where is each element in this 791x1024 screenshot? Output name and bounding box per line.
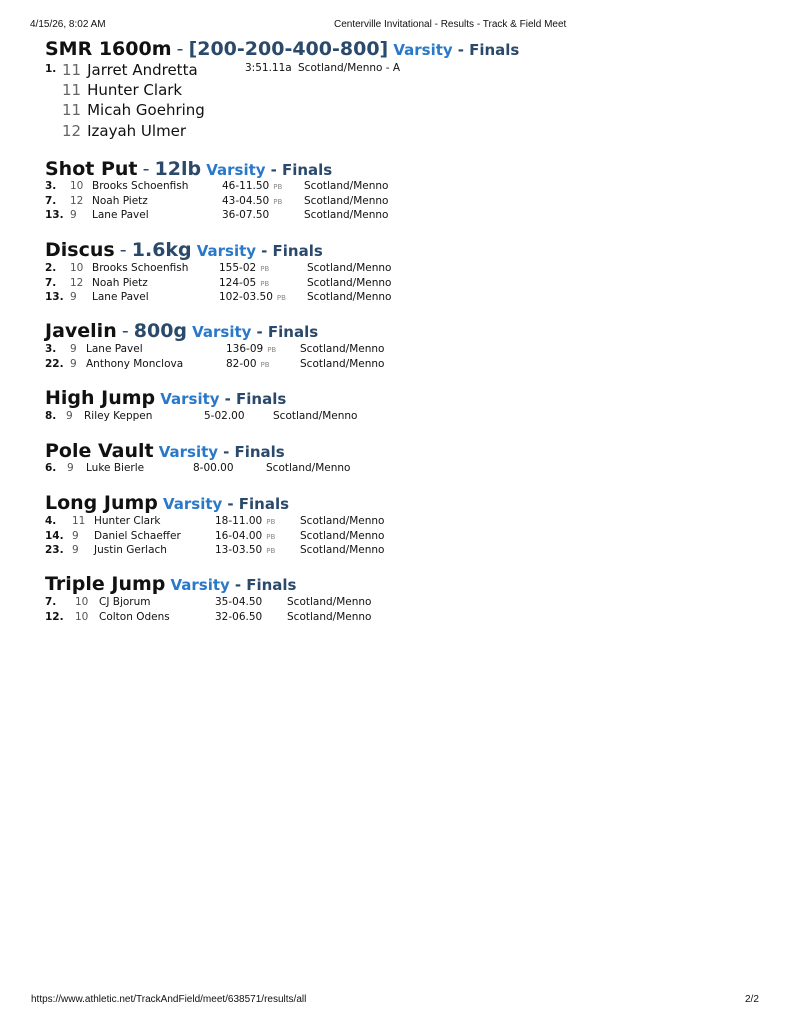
mark-value: 124-05 <box>219 277 257 289</box>
mark-value: 136-09 <box>226 343 264 355</box>
mark-value: 5-02.00 <box>204 410 245 422</box>
event-round: Finals <box>267 323 319 341</box>
pb-badge: PB <box>267 346 277 354</box>
mark <box>226 343 276 355</box>
grade: 10 <box>75 611 89 623</box>
athlete-name[interactable]: Riley Keppen <box>84 410 153 422</box>
team[interactable]: Scotland/Menno <box>300 544 385 556</box>
mark <box>226 358 270 370</box>
event-round-sep: - <box>223 443 230 461</box>
event-title-smr <box>45 38 519 60</box>
event-round-sep: - <box>261 242 268 260</box>
athlete-name[interactable]: Lane Pavel <box>92 291 149 303</box>
team[interactable]: Scotland/Menno <box>287 596 372 608</box>
print-datetime: 4/15/26, 8:02 AM <box>30 19 106 30</box>
team[interactable]: Scotland/Menno <box>307 291 392 303</box>
event-title-pole-vault <box>45 440 285 462</box>
mark <box>222 195 282 207</box>
mark-value: 82-00 <box>226 358 257 370</box>
event-name: High Jump <box>45 387 156 409</box>
pb-badge: PB <box>260 361 270 369</box>
event-round: Finals <box>469 41 520 59</box>
pb-badge: PB <box>260 280 270 288</box>
title-separator: - <box>121 320 129 342</box>
mark-value: 13-03.50 <box>215 544 263 556</box>
grade: 9 <box>70 209 77 221</box>
mark-value: 8-00.00 <box>193 462 234 474</box>
event-title-discus <box>45 239 323 261</box>
event-name: Pole Vault <box>45 440 154 462</box>
place: 8. <box>45 410 57 422</box>
team[interactable]: Scotland/Menno <box>266 462 351 474</box>
title-separator: - <box>142 158 150 180</box>
grade: 10 <box>75 596 89 608</box>
athlete-name[interactable]: Brooks Schoenfish <box>92 262 189 274</box>
event-round: Finals <box>236 390 287 408</box>
relay-leg-grade: 11 <box>62 81 82 99</box>
event-level: Varsity <box>160 390 220 408</box>
event-detail: [200-200-400-800] <box>188 38 389 60</box>
event-level: Varsity <box>158 443 219 461</box>
title-separator: - <box>119 239 127 261</box>
mark-value: 43-04.50 <box>222 195 270 207</box>
event-name: Long Jump <box>45 492 158 514</box>
grade: 10 <box>70 180 84 192</box>
event-round: Finals <box>272 242 323 260</box>
mark <box>204 410 245 422</box>
team[interactable]: Scotland/Menno <box>304 180 389 192</box>
grade: 9 <box>70 291 77 303</box>
grade: 9 <box>66 410 73 422</box>
event-round-sep: - <box>227 495 234 513</box>
mark-value: 16-04.00 <box>215 530 263 542</box>
mark <box>193 462 234 474</box>
athlete-name[interactable]: Brooks Schoenfish <box>92 180 189 192</box>
relay-leg-name: Izayah Ulmer <box>87 122 187 140</box>
relay-mark: 3:51.11a <box>245 62 292 74</box>
pb-badge: PB <box>273 183 283 191</box>
pb-badge: PB <box>266 547 276 555</box>
event-round: Finals <box>246 576 297 594</box>
mark <box>222 209 273 221</box>
event-name: Triple Jump <box>45 573 166 595</box>
page-url: https://www.athletic.net/TrackAndField/meet/638571/results/all <box>31 994 307 1005</box>
place: 22. <box>45 358 64 370</box>
grade: 10 <box>70 262 84 274</box>
mark <box>215 596 262 608</box>
event-round: Finals <box>238 495 290 513</box>
pb-badge: PB <box>266 533 276 541</box>
event-name: Javelin <box>45 320 117 342</box>
place: 7. <box>45 277 57 289</box>
place: 13. <box>45 209 64 221</box>
athlete-name[interactable]: Lane Pavel <box>86 343 143 355</box>
grade: 12 <box>70 277 84 289</box>
athlete-name[interactable]: Lane Pavel <box>92 209 149 221</box>
team[interactable]: Scotland/Menno <box>304 209 389 221</box>
relay-leg-name: Jarret Andretta <box>87 61 198 79</box>
mark-value: 36-07.50 <box>222 209 270 221</box>
event-round: Finals <box>281 161 333 179</box>
athlete-name[interactable]: Daniel Schaeffer <box>94 530 181 542</box>
event-title-javelin <box>45 320 318 342</box>
team[interactable]: Scotland/Menno <box>300 530 385 542</box>
mark-value: 46-11.50 <box>222 180 270 192</box>
place: 13. <box>45 291 64 303</box>
relay-leg-grade: 11 <box>62 61 82 79</box>
mark <box>219 291 286 303</box>
mark <box>215 611 262 623</box>
place: 14. <box>45 530 64 542</box>
event-title-triple-jump <box>45 573 296 595</box>
grade: 12 <box>70 195 84 207</box>
place: 12. <box>45 611 64 623</box>
title-separator: - <box>176 38 184 60</box>
relay-leg-grade: 12 <box>62 122 82 140</box>
event-title-shot-put <box>45 158 332 180</box>
relay-leg-name: Hunter Clark <box>87 81 183 99</box>
place: 23. <box>45 544 64 556</box>
team[interactable]: Scotland/Menno <box>304 195 389 207</box>
athlete-name[interactable]: Luke Bierle <box>86 462 145 474</box>
place: 2. <box>45 262 57 274</box>
grade: 9 <box>67 462 74 474</box>
relay-leg <box>62 81 182 99</box>
mark-value: 18-11.00 <box>215 515 263 527</box>
event-level: Varsity <box>206 161 266 179</box>
athlete-name[interactable]: Justin Gerlach <box>94 544 167 556</box>
mark <box>215 544 275 556</box>
event-name: Discus <box>45 239 115 261</box>
relay-leg <box>62 122 186 140</box>
event-level: Varsity <box>163 495 223 513</box>
event-title-long-jump <box>45 492 289 514</box>
place: 3. <box>45 343 57 355</box>
pb-badge: PB <box>260 265 270 273</box>
grade: 9 <box>70 343 77 355</box>
grade: 9 <box>72 544 79 556</box>
mark <box>215 530 275 542</box>
relay-leg-grade: 11 <box>62 101 82 119</box>
mark-value: 32-06.50 <box>215 611 263 623</box>
event-round-sep: - <box>256 323 263 341</box>
athlete-name[interactable]: Anthony Monclova <box>86 358 184 370</box>
relay-leg <box>62 101 205 119</box>
mark-value: 155-02 <box>219 262 257 274</box>
event-title-high-jump <box>45 387 286 409</box>
pb-badge: PB <box>273 198 283 206</box>
event-name: SMR 1600m <box>45 38 172 60</box>
mark <box>219 277 269 289</box>
event-name: Shot Put <box>45 158 138 180</box>
event-detail: 800g <box>133 320 188 342</box>
place: 7. <box>45 195 57 207</box>
grade: 9 <box>70 358 77 370</box>
mark-value: 35-04.50 <box>215 596 263 608</box>
team[interactable]: Scotland/Menno <box>287 611 372 623</box>
athlete-name[interactable]: CJ Bjorum <box>99 596 151 608</box>
place: 4. <box>45 515 57 527</box>
event-round-sep: - <box>270 161 277 179</box>
event-round-sep: - <box>457 41 464 59</box>
athlete-name[interactable]: Hunter Clark <box>94 515 161 527</box>
event-level: Varsity <box>192 323 252 341</box>
team[interactable]: Scotland/Menno <box>307 262 392 274</box>
athlete-name[interactable]: Noah Pietz <box>92 195 148 207</box>
place: 7. <box>45 596 57 608</box>
event-detail: 1.6kg <box>131 239 192 261</box>
mark <box>215 515 275 527</box>
page-title: Centerville Invitational - Results - Track & Field Meet <box>334 19 567 30</box>
event-level: Varsity <box>393 41 453 59</box>
place: 6. <box>45 462 57 474</box>
relay-leg <box>62 61 198 79</box>
athlete-name[interactable]: Colton Odens <box>99 611 170 623</box>
team[interactable]: Scotland/Menno <box>300 358 385 370</box>
event-level: Varsity <box>196 242 257 260</box>
team[interactable]: Scotland/Menno <box>273 410 358 422</box>
event-round-sep: - <box>234 576 242 594</box>
athlete-name[interactable]: Noah Pietz <box>92 277 148 289</box>
grade: 11 <box>72 515 86 527</box>
mark <box>219 262 269 274</box>
event-detail: 12lb <box>154 158 202 180</box>
team[interactable]: Scotland/Menno <box>300 343 385 355</box>
mark-value: 102-03.50 <box>219 291 273 303</box>
grade: 9 <box>72 530 79 542</box>
team[interactable]: Scotland/Menno <box>307 277 392 289</box>
relay-leg-name: Micah Goehring <box>87 101 205 119</box>
pb-badge: PB <box>266 518 276 526</box>
place: 3. <box>45 180 57 192</box>
mark <box>222 180 282 192</box>
event-level: Varsity <box>170 576 230 594</box>
relay-team: Scotland/Menno - A <box>298 62 401 74</box>
page-number: 2/2 <box>745 994 759 1005</box>
relay-place: 1. <box>45 63 57 75</box>
event-round: Finals <box>234 443 285 461</box>
pb-badge: PB <box>276 294 286 302</box>
event-round-sep: - <box>224 390 231 408</box>
team[interactable]: Scotland/Menno <box>300 515 385 527</box>
